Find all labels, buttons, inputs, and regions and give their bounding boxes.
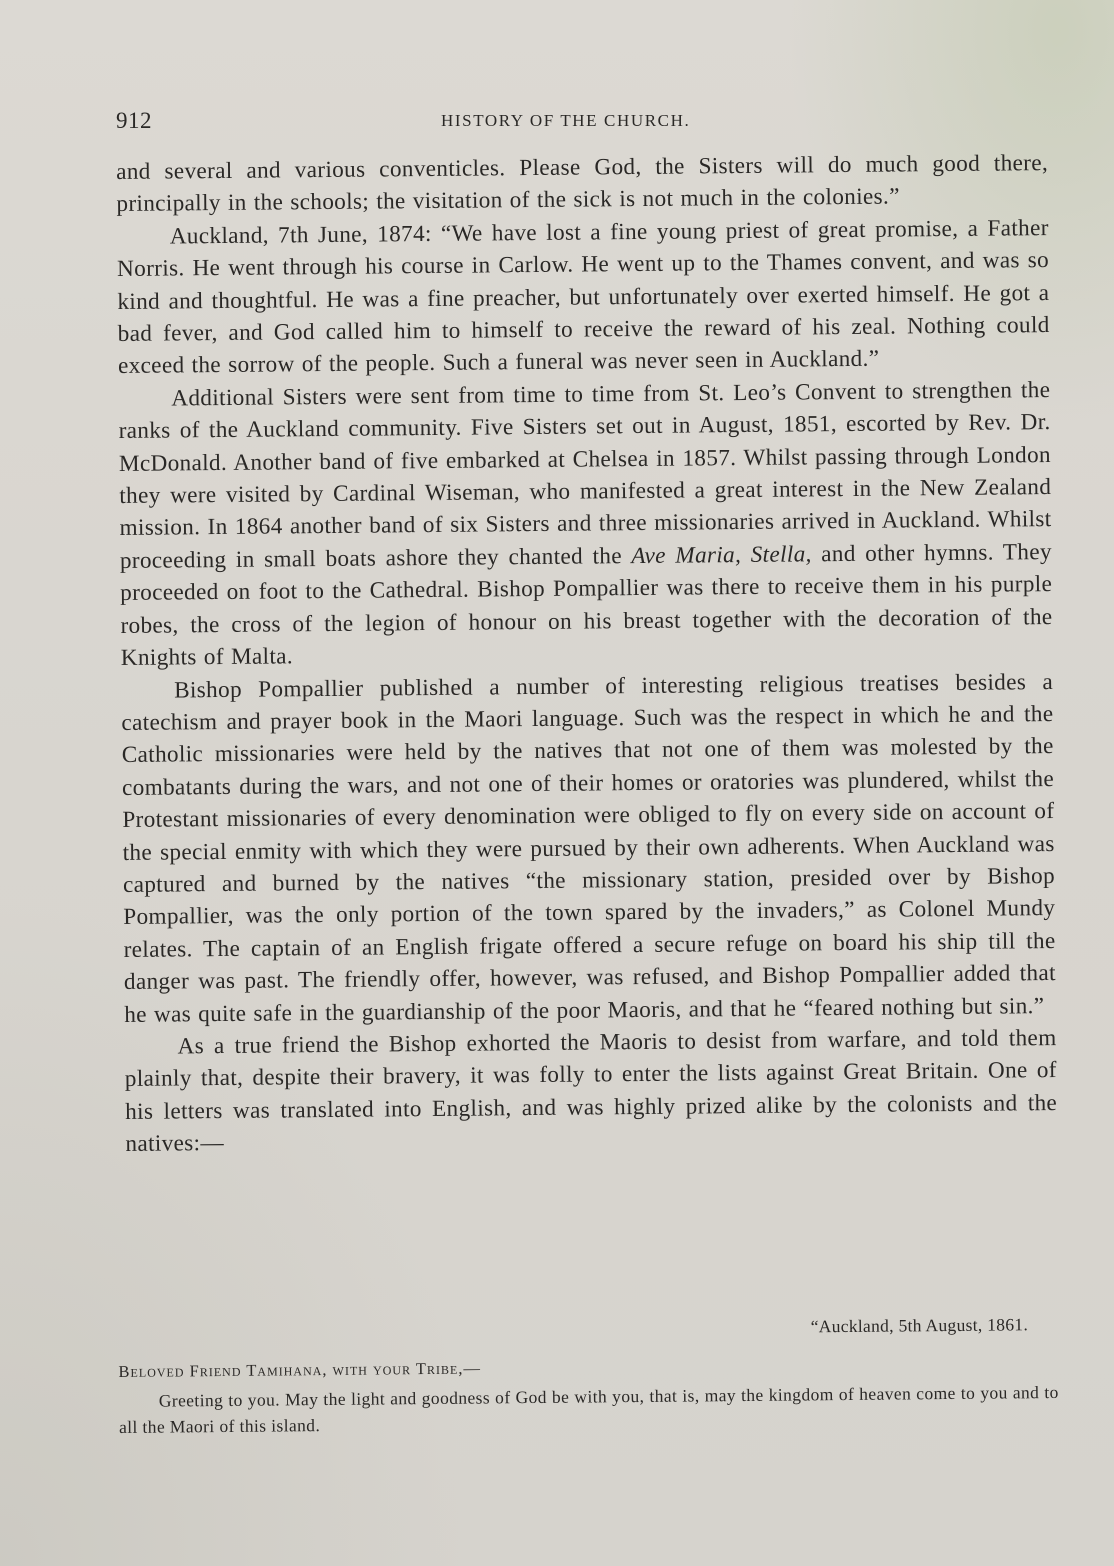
letter-dateline: “Auckland, 5th August, 1861. <box>810 1314 1029 1337</box>
running-head <box>116 108 1051 138</box>
paragraph-text-segment: and other hymns. They proceeded on foot to the Cathedral. Bishop Pompallier was there to receive them in his purple robes, the cross of the legion of honour on his breast together with the decoration of the Knights of Malta. <box>120 538 1053 672</box>
paragraph-exhortation: As a true friend the Bishop exhorted the Maoris to desist from warfare, and told them plainly that, despite their bravery, it was folly to enter the lists against Great Britain. One of his letters was translated into English, and was highly prized alike by the colonists and the natives:— <box>124 1024 1058 1158</box>
hymn-title-italic: Ave Maria, Stella, <box>631 541 812 569</box>
quoted-letter <box>118 1311 1059 1440</box>
page-number: 912 <box>116 108 152 133</box>
body-text <box>116 147 1058 1160</box>
letter-body: Greeting to you. May the light and goodness of God be with you, that is, may the kingdom of heaven come to you and to all the Maori of this island. <box>118 1381 1059 1437</box>
paragraph-pompallier-treatises: Bishop Pompallier published a number of interesting religious treatises besides a catechism and prayer book in the Maori language. Such was the respect in which he and the Catholic missionaries were held by the natives that not one of them was molested by the combatants during the wars, and not one of their homes or oratories was plundered, whilst the Protestant missionaries of every denomination were obliged to fly on every side on account of the special enmity with which they were pursued by their own adherents. When Auckland was captured and burned by the natives “the missionary station, presided over by Bishop Pompallier, was the only portion of the town spared by the invaders,” as Colonel Mundy relates. The captain of an English frigate offered a secure refuge on board his ship till the danger was past. The friendly offer, however, was refused, and Bishop Pompallier added that he was quite safe in the guardianship of the poor Maoris, and that he “feared nothing but sin.” <box>121 668 1057 1028</box>
paragraph-continuation: and several and various conventicles. Please God, the Sisters will do much good there, principally in the schools; the visitation of the sick is not much in the colonies.” <box>116 150 1049 218</box>
paragraph-text-segment: Additional Sisters were sent from time to time from St. Leo’s Convent to strengthen the ranks of the Auckland community. Five Sisters set out in August, 1851, escorted by Rev. Dr. McDonald. Another band of five embarked at Chelsea in 1857. Whilst passing through London they were visited by Cardinal Wiseman, who manifested a great interest in the New Zealand mission. In 1864 another band of six Sisters and three missionaries arrived in Auckland. Whilst proceeding in small boats ashore they chanted the <box>118 376 1052 574</box>
running-title: HISTORY OF THE CHURCH. <box>441 111 691 130</box>
paragraph-father-norris: Auckland, 7th June, 1874: “We have lost a fine young priest of great promise, a Father Norris. He went through his course in Carlow. He went up to the Thames convent, and was so kind and thoughtful. He was a fine preacher, but unfortunately over exerted himself. He got a bad fever, and God called him to himself to receive the reward of his zeal. Nothing could exceed the sorrow of the people. Such a funeral was never seen in Auckland.” <box>116 214 1050 380</box>
paragraph-additional-sisters <box>118 374 1053 675</box>
letter-salutation: Beloved Friend Tamihana, with your Tribe,— <box>118 1358 481 1381</box>
